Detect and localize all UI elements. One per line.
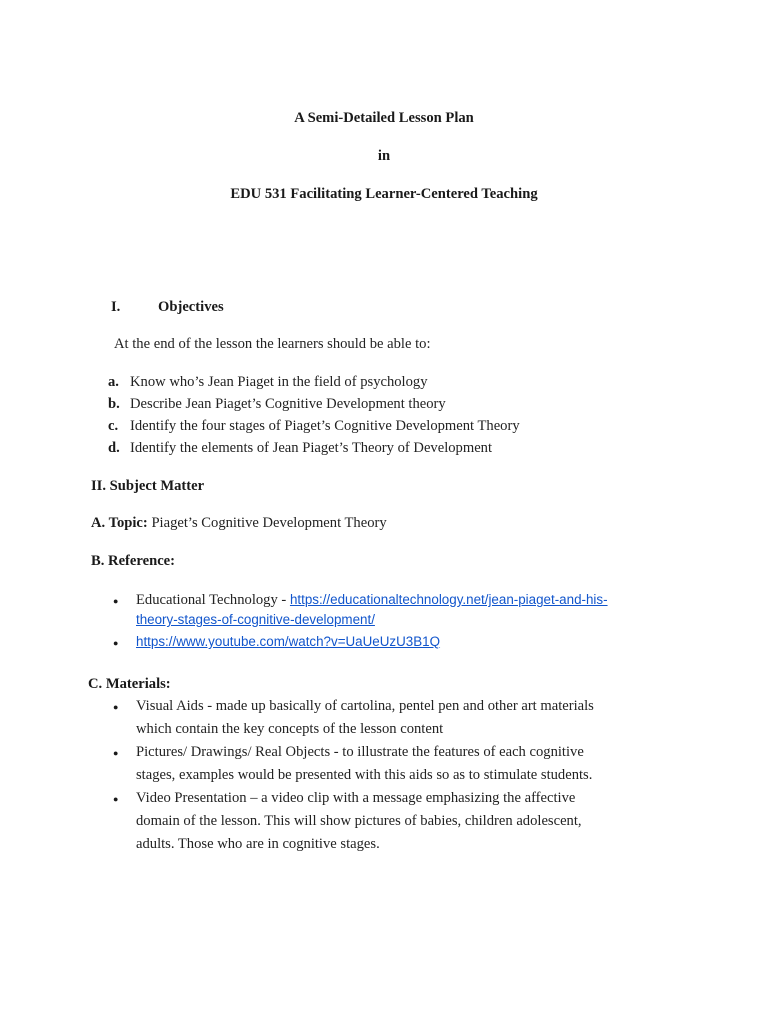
objectives-numeral: I. [111,299,121,315]
topic-line [91,515,387,532]
material-item-line: Video Presentation – a video clip with a message emphasizing the affective [136,790,576,806]
youtube-link[interactable]: https://www.youtube.com/watch?v=UaUeUzU3B1Q [136,634,441,649]
reference-link-continued[interactable]: theory-stages-of-cognitive-development/ [136,612,375,627]
objective-text: Identify the elements of Jean Piaget’s Theory of Development [130,440,493,456]
material-item-line: domain of the lesson. This will show pictures of babies, children adolescent, [136,813,582,829]
objective-letter: a. [108,374,119,390]
bullet-icon: ● [113,748,119,758]
bullet-icon: ● [113,794,119,804]
objective-text: Identify the four stages of Piaget’s Cognitive Development Theory [130,418,520,434]
material-item-line: Pictures/ Drawings/ Real Objects - to illustrate the features of each cognitive [136,744,584,760]
bullet-icon: ● [113,702,119,712]
objective-text: Know who’s Jean Piaget in the field of psychology [130,374,428,390]
reference-item-continued [136,612,375,629]
topic-text: Piaget’s Cognitive Development Theory [151,515,387,531]
bullet-icon: ● [113,596,119,606]
reference-link[interactable]: https://educationaltechnology.net/jean-piaget-and-his- [289,592,608,607]
objectives-intro: At the end of the lesson the learners should be able to: [114,336,431,352]
reference-prefix: Educational Technology - [136,592,290,608]
bullet-icon: ● [113,638,119,648]
reference-item [136,634,440,651]
objective-item [108,418,520,435]
material-item-line: adults. Those who are in cognitive stages. [136,836,380,852]
document-title-in: in [377,148,391,164]
reference-label: B. Reference: [91,553,176,569]
objective-letter: c. [108,418,119,434]
material-item-line: stages, examples would be presented with this aids so as to stimulate students. [136,767,593,783]
objective-item [108,440,492,457]
objective-text: Describe Jean Piaget’s Cognitive Development theory [130,396,446,412]
objective-item [108,396,446,413]
material-item-line: Visual Aids - made up basically of cartolina, pentel pen and other art materials [136,698,594,714]
objective-letter: d. [108,440,120,456]
document-title: A Semi-Detailed Lesson Plan [294,110,474,126]
materials-label: C. Materials: [88,676,171,692]
topic-label: A. Topic: [91,515,148,531]
subject-matter-heading: II. Subject Matter [91,478,205,494]
objective-item [108,374,428,391]
objectives-heading: Objectives [158,299,224,315]
material-item-line: which contain the key concepts of the lesson content [136,721,444,737]
course-title: EDU 531 Facilitating Learner-Centered Teaching [230,186,538,202]
objective-letter: b. [108,396,120,412]
reference-item [136,592,608,609]
